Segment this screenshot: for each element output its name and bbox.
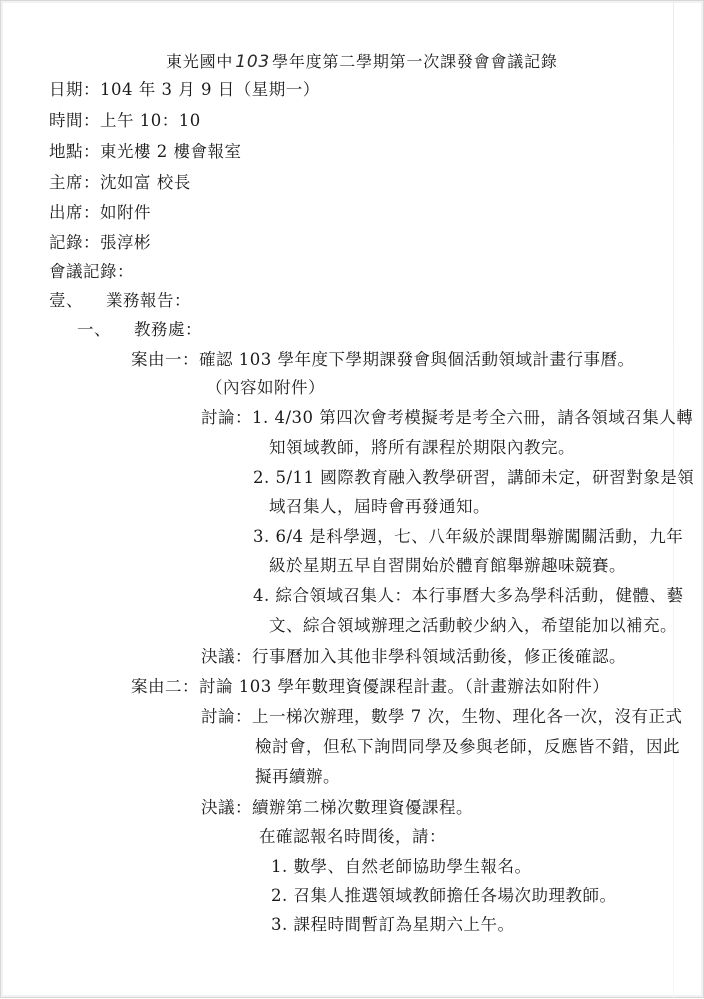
meeting-recorder: 記錄：張淳彬	[49, 233, 151, 252]
case-1-discussion-line: 域召集人，屆時會再發通知。	[269, 497, 490, 516]
meeting-place: 地點：東光樓 2 樓會報室	[49, 142, 242, 161]
handwritten-year: 103	[235, 52, 271, 72]
meeting-chair: 主席：沈如富 校長	[49, 173, 191, 192]
subsection-academic-affairs: 一、 教務處：	[77, 320, 202, 339]
case-1-title: 案由一：確認 103 學年度下學期課發會與個活動領域計畫行事曆。	[131, 350, 635, 369]
case-1-discussion-line: 級於星期五早自習開始於體育館舉辦趣味競賽。	[269, 556, 626, 575]
minutes-label: 會議記錄：	[49, 262, 134, 281]
case-1-resolution: 決議：行事曆加入其他非學科領域活動後，修正後確認。	[201, 647, 626, 666]
meeting-date: 日期：104 年 3 月 9 日（星期一）	[49, 80, 320, 99]
case-2-followup-intro: 在確認報名時間後，請：	[259, 827, 446, 846]
case-1-discussion-line: 4. 綜合領域召集人：本行事曆大多為學科活動，健體、藝	[253, 586, 684, 605]
case-2-discussion-line: 討論：上一梯次辦理，數學 7 次，生物、理化各一次，沒有正式	[201, 707, 683, 726]
case-2-followup-item: 1. 數學、自然老師協助學生報名。	[271, 857, 532, 876]
case-1-discussion-line: 3. 6/4 是科學週，七、八年級於課間舉辦闖關活動，九年	[253, 527, 684, 546]
case-1-discussion-line: 文、綜合領域辦理之活動較少納入，希望能加以補充。	[269, 616, 677, 635]
meeting-attendance: 出席：如附件	[49, 203, 151, 222]
title-suffix: 學年度第二學期第一次課發會會議記錄	[272, 52, 558, 71]
case-1-discussion-line: 討論：1. 4/30 第四次會考模擬考是考全六冊，請各領域召集人轉	[201, 408, 694, 427]
case-1-discussion-line: 2. 5/11 國際教育融入教學研習，講師未定，研習對象是領	[253, 468, 695, 487]
case-2-discussion-line: 擬再續辦。	[255, 767, 340, 786]
case-2-title: 案由二：討論 103 學年數理資優課程計畫。（計畫辦法如附件）	[131, 677, 610, 696]
case-2-discussion-line: 檢討會，但私下詢問同學及參與老師，反應皆不錯，因此	[255, 737, 680, 756]
title-prefix: 東光國中	[166, 52, 234, 71]
case-2-followup-item: 3. 課程時間暫訂為星期六上午。	[271, 915, 515, 934]
case-2-followup-item: 2. 召集人推選領域教師擔任各場次助理教師。	[271, 886, 617, 905]
case-1-discussion-line: 知領域教師，將所有課程於期限內教完。	[269, 438, 575, 457]
case-2-resolution: 決議：續辦第二梯次數理資優課程。	[201, 798, 473, 817]
meeting-time: 時間：上午 10：10	[49, 111, 201, 130]
page-fold-shadow	[673, 1, 674, 999]
document-title	[166, 51, 558, 73]
case-1-note: （內容如附件）	[206, 378, 325, 397]
section-heading-business-report: 壹、 業務報告：	[49, 291, 191, 310]
